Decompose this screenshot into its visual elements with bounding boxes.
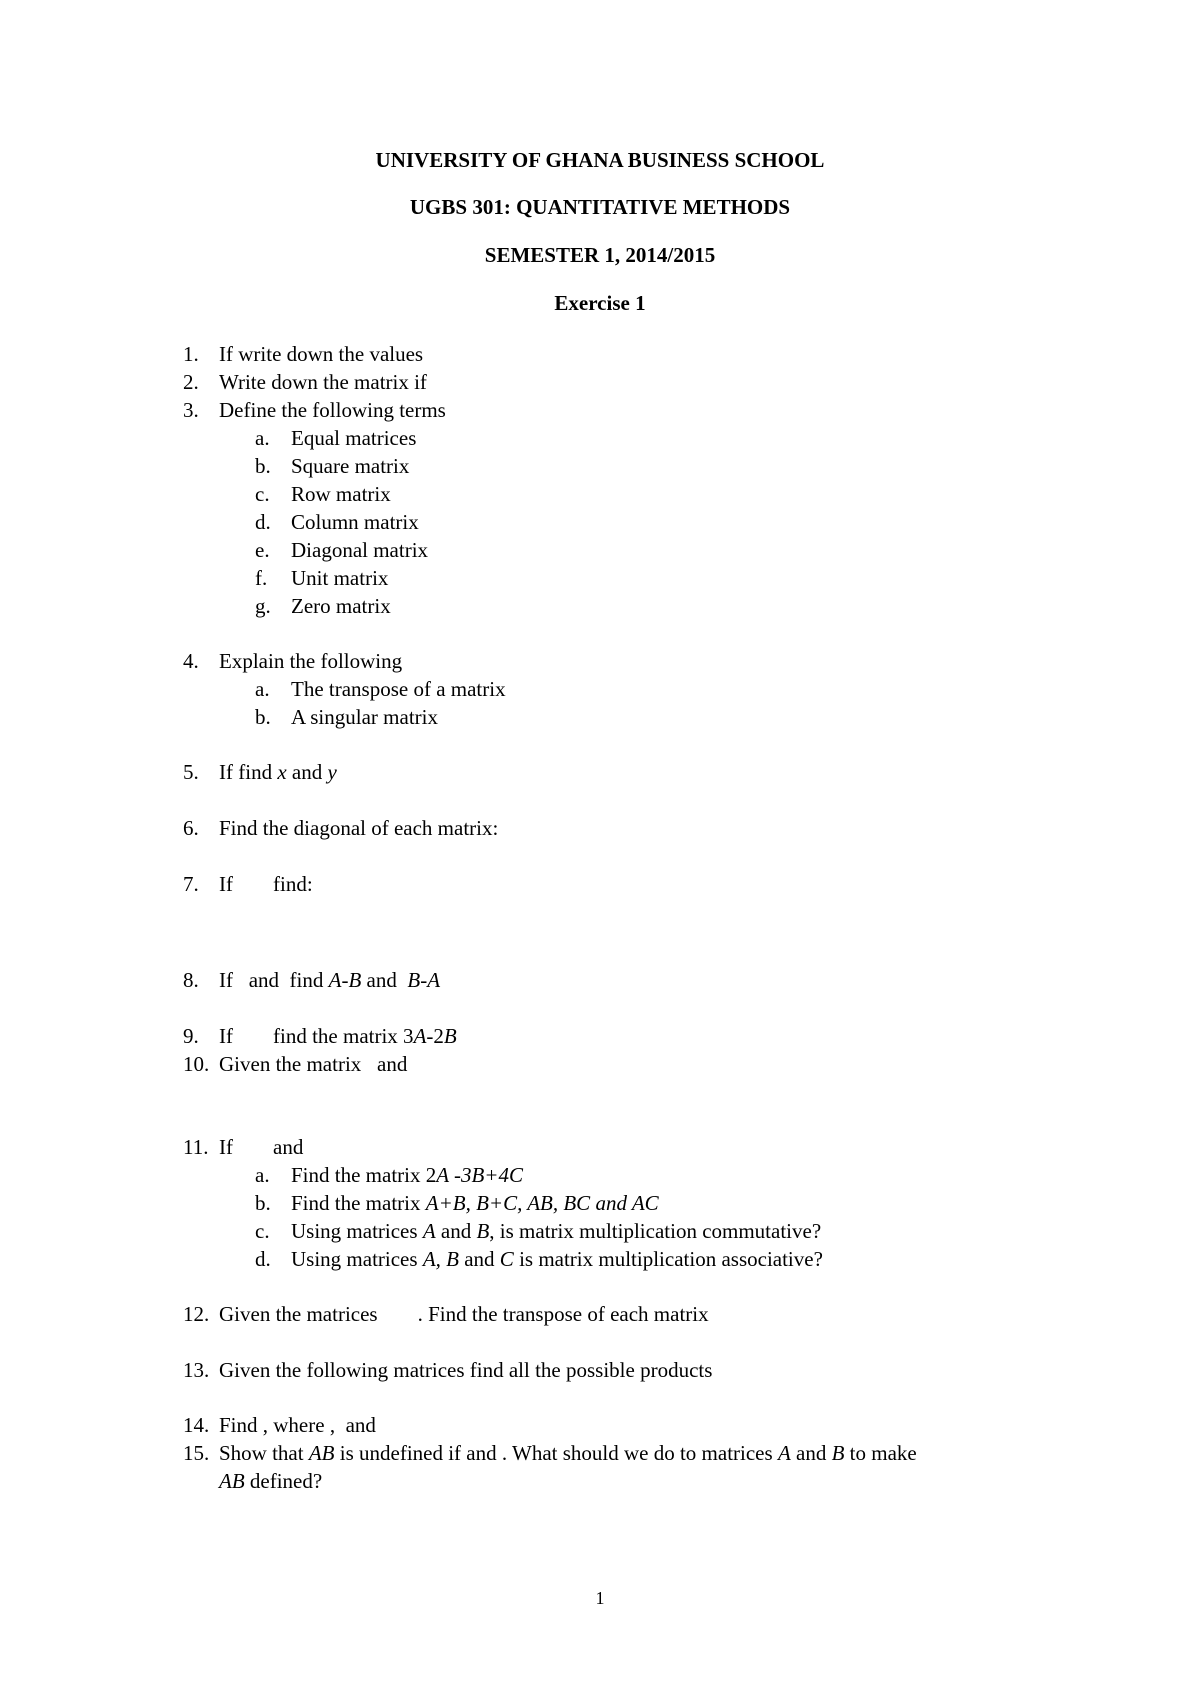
item-text: Find the matrix A+B, B+C, AB, BC and AC — [291, 1191, 659, 1215]
question-text: Show that AB is undefined if and . What should we do to matrices A and B to make — [219, 1441, 917, 1465]
item-letter: c. — [255, 1219, 270, 1243]
item-text: Zero matrix — [291, 594, 391, 618]
item-text: Column matrix — [291, 510, 419, 534]
question-number: 5. — [183, 760, 199, 784]
item-letter: b. — [255, 454, 271, 478]
question-text: Explain the following — [219, 649, 403, 673]
question-text: Find , where , and — [219, 1413, 376, 1437]
question-text: AB defined? — [219, 1469, 323, 1493]
question-number: 13. — [183, 1358, 210, 1382]
question-text: Define the following terms — [219, 398, 446, 422]
question-text: Given the following matrices find all the possible products — [219, 1358, 713, 1382]
item-text: The transpose of a matrix — [291, 677, 506, 701]
question-text: If find the matrix 3A-2B — [219, 1024, 457, 1048]
question-text: Given the matrices . Find the transpose of each matrix — [219, 1302, 709, 1326]
question-number: 8. — [183, 968, 199, 992]
question-text: If find: — [219, 872, 313, 896]
question-number: 7. — [183, 872, 199, 896]
page-number: 1 — [595, 1588, 605, 1608]
exercise-title: Exercise 1 — [554, 291, 646, 315]
question-number: 10. — [183, 1052, 210, 1076]
question-number: 12. — [183, 1302, 210, 1326]
item-text: Diagonal matrix — [291, 538, 429, 562]
item-letter: d. — [255, 1247, 271, 1271]
question-number: 2. — [183, 370, 199, 394]
question-number: 4. — [183, 649, 199, 673]
question-number: 9. — [183, 1024, 199, 1048]
course-title: UGBS 301: QUANTITATIVE METHODS — [409, 195, 791, 219]
item-letter: a. — [255, 426, 270, 450]
item-text: Row matrix — [291, 482, 391, 506]
item-text: Square matrix — [291, 454, 410, 478]
item-text: Using matrices A, B and C is matrix multiplication associative? — [291, 1247, 823, 1271]
item-letter: f. — [255, 566, 268, 590]
item-letter: a. — [255, 677, 270, 701]
question-number: 11. — [183, 1135, 209, 1159]
item-text: Find the matrix 2A -3B+4C — [291, 1163, 523, 1187]
item-letter: e. — [255, 538, 270, 562]
question-text: Find the diagonal of each matrix: — [219, 816, 499, 840]
question-number: 1. — [183, 342, 199, 366]
question-number: 3. — [183, 398, 199, 422]
question-text: If write down the values — [219, 342, 424, 366]
question-number: 14. — [183, 1413, 210, 1437]
item-letter: a. — [255, 1163, 270, 1187]
item-letter: c. — [255, 482, 270, 506]
item-letter: d. — [255, 510, 271, 534]
item-letter: b. — [255, 1191, 271, 1215]
item-text: Unit matrix — [291, 566, 389, 590]
item-text: Equal matrices — [291, 426, 417, 450]
university-title: UNIVERSITY OF GHANA BUSINESS SCHOOL — [375, 148, 825, 172]
semester-title: SEMESTER 1, 2014/2015 — [484, 243, 716, 267]
question-text: If and find A-B and B-A — [219, 968, 441, 992]
item-letter: b. — [255, 705, 271, 729]
question-number: 15. — [183, 1441, 210, 1465]
question-text: Given the matrix and — [219, 1052, 408, 1076]
question-text: Write down the matrix if — [219, 370, 427, 394]
question-text: If and — [219, 1135, 304, 1159]
item-text: Using matrices A and B, is matrix multiplication commutative? — [291, 1219, 822, 1243]
item-text: A singular matrix — [291, 705, 438, 729]
item-letter: g. — [255, 594, 271, 618]
question-number: 6. — [183, 816, 199, 840]
question-text: If find x and y — [219, 760, 337, 784]
